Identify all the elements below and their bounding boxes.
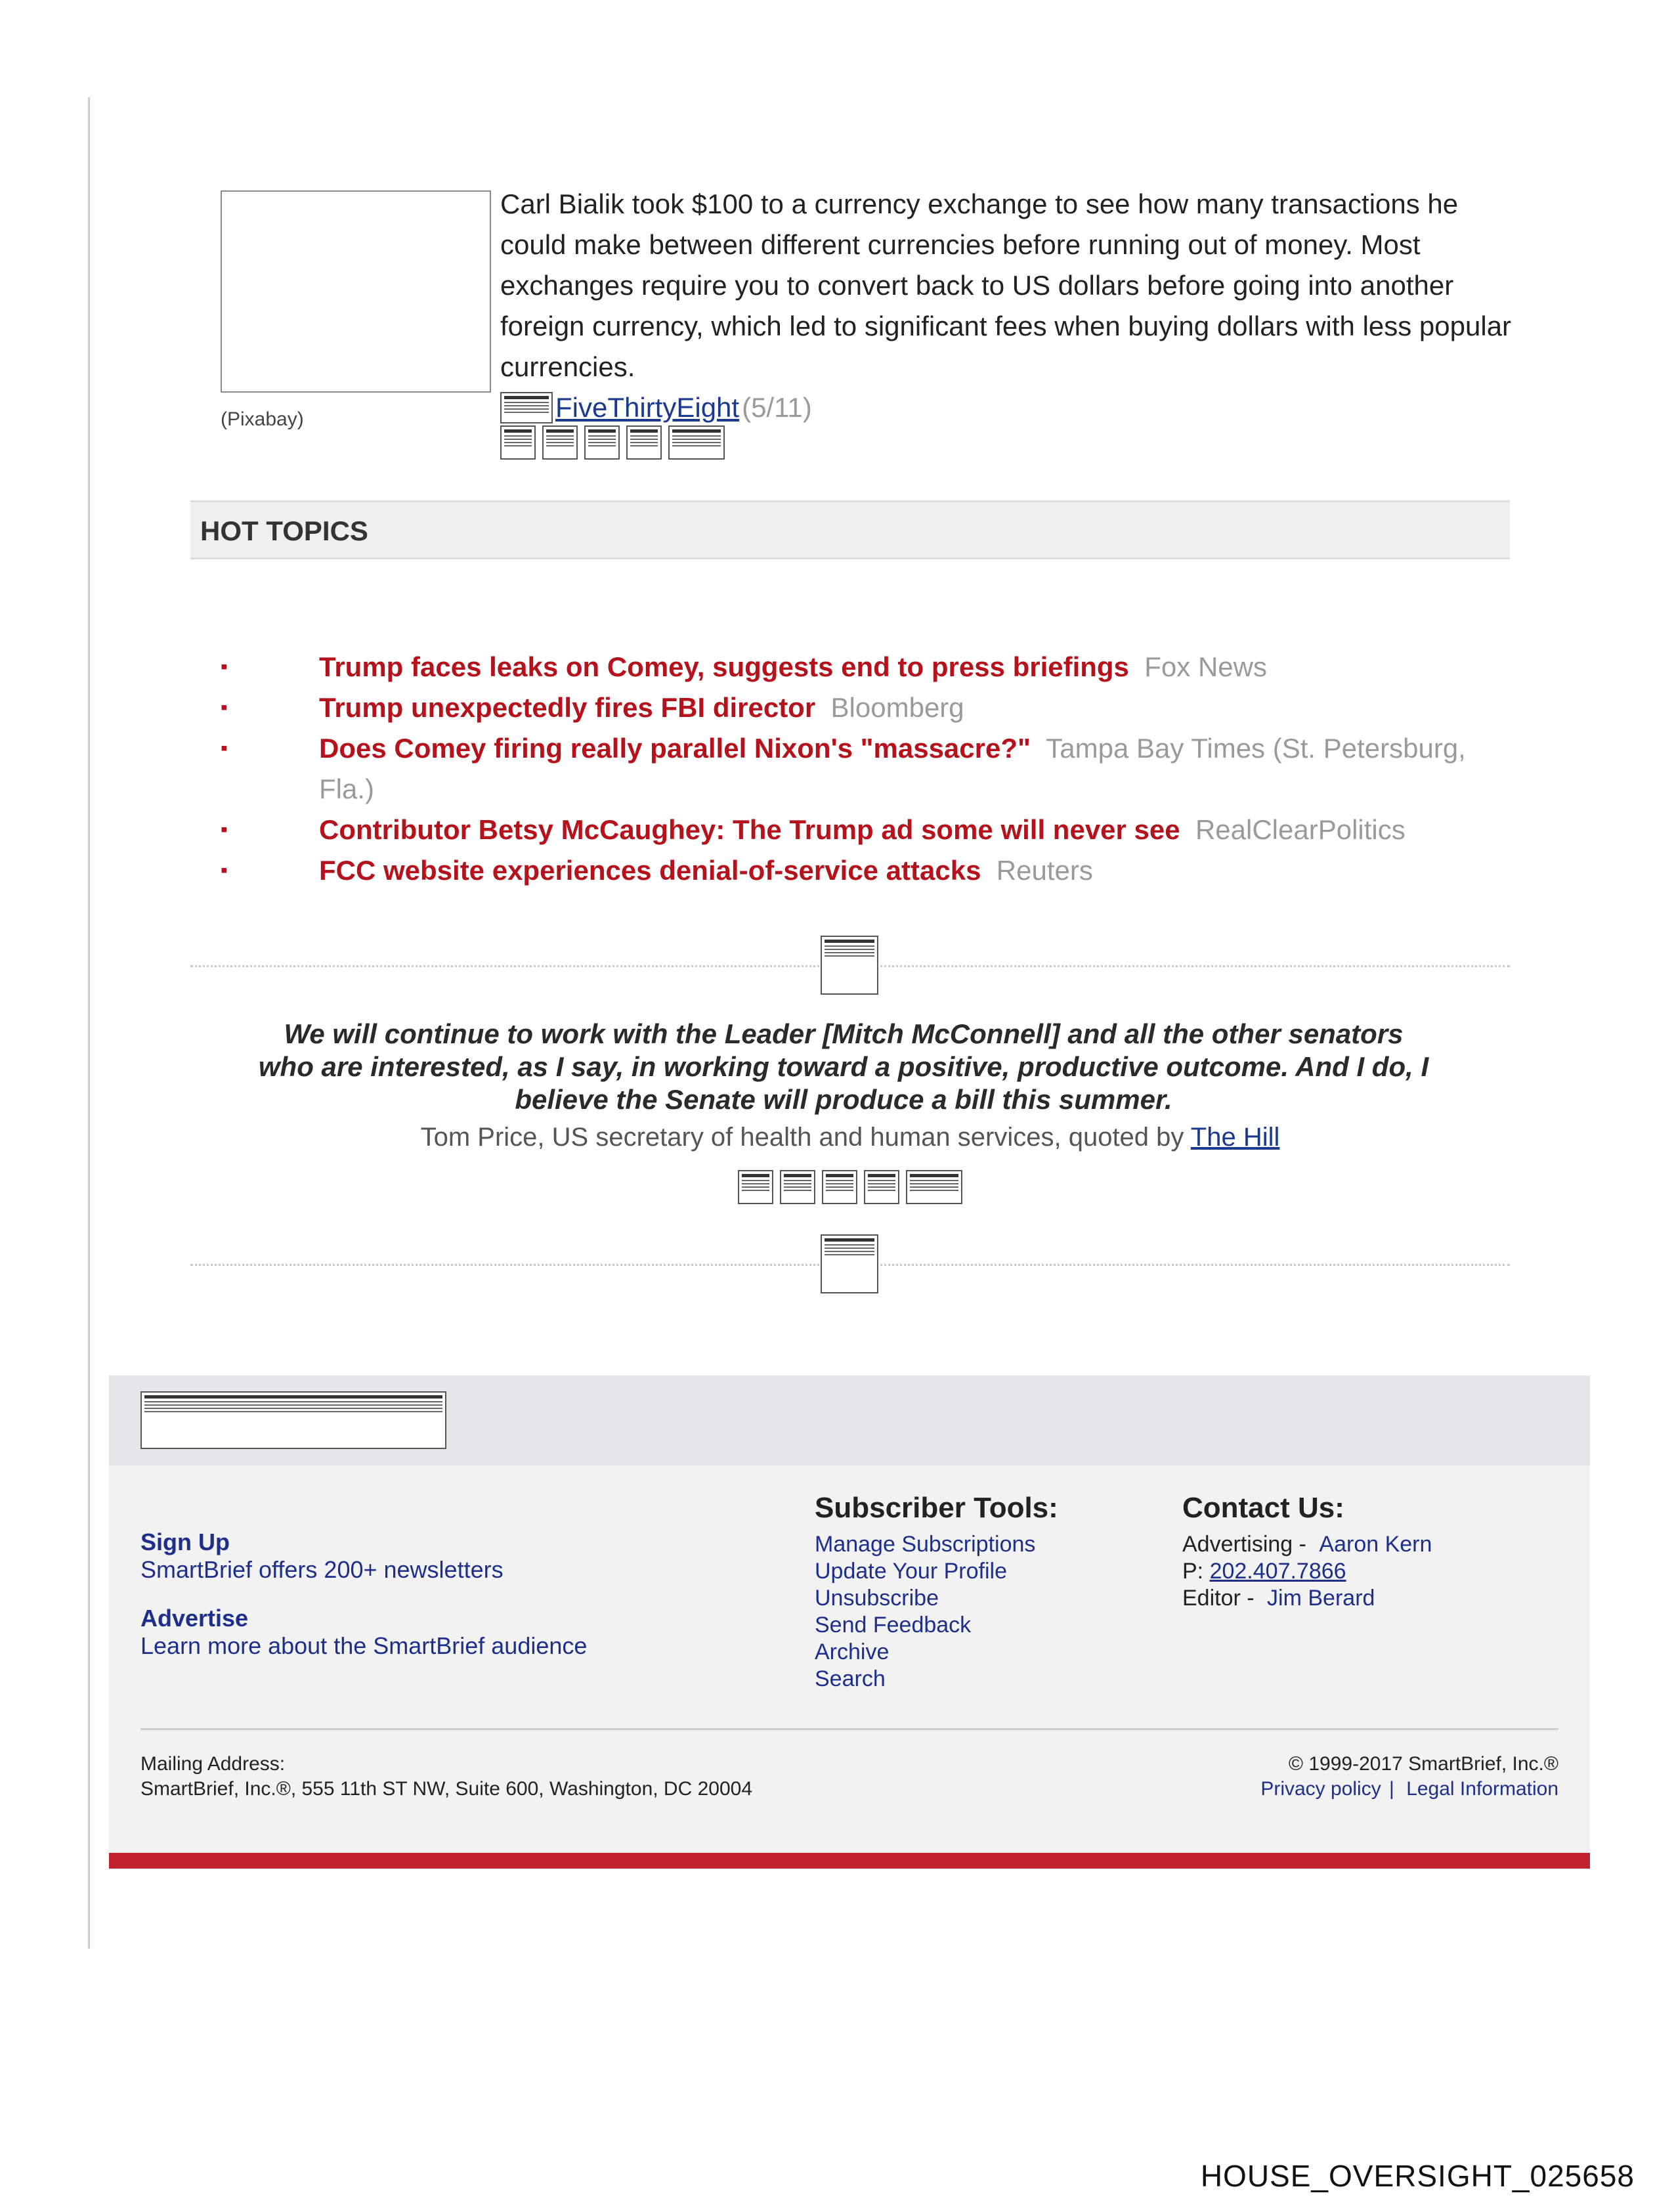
footer-logo-band bbox=[109, 1376, 1590, 1465]
share-icon[interactable] bbox=[822, 1170, 857, 1204]
bullet-icon: ▪ bbox=[221, 819, 228, 840]
headline-source: Bloomberg bbox=[830, 692, 964, 723]
signup-link[interactable]: SmartBrief offers 200+ newsletters bbox=[140, 1556, 504, 1583]
signup-heading: Sign Up bbox=[140, 1529, 230, 1555]
share-icon[interactable] bbox=[864, 1170, 899, 1204]
quote-text: We will continue to work with the Leader [Mitch McConnell] and all the other senators who are interested, as I say, in working toward a positive, productive outcome. And I do, I believe the Senate will produce a bill this summer. bbox=[258, 1018, 1429, 1115]
source-link[interactable]: FiveThirtyEight bbox=[555, 392, 740, 423]
search-link[interactable]: Search bbox=[815, 1666, 886, 1691]
story-date: (5/11) bbox=[742, 392, 812, 423]
source-logo-icon bbox=[500, 392, 553, 423]
hot-topics-list bbox=[221, 647, 1507, 891]
legal-links bbox=[1260, 1778, 1558, 1800]
headline-link[interactable]: Trump faces leaks on Comey, suggests end to press briefings bbox=[319, 651, 1129, 682]
phone-contact bbox=[1182, 1558, 1432, 1585]
list-item bbox=[221, 647, 1507, 687]
story-body: Carl Bialik took $100 to a currency exchange to see how many transactions he could make between different currencies before running out of money. Most exchanges require you to convert back to US dollars before going into another foreign currency, which led to significant fees when buying dollars with less popular currencies. bbox=[500, 188, 1512, 382]
left-margin-line bbox=[88, 97, 90, 1949]
image-caption: (Pixabay) bbox=[221, 408, 304, 430]
share-icon[interactable] bbox=[584, 425, 620, 460]
share-icon[interactable] bbox=[626, 425, 662, 460]
mailing-address: SmartBrief, Inc.®, 555 11th ST NW, Suite 600, Washington, DC 20004 bbox=[140, 1778, 753, 1800]
contact-info bbox=[1182, 1531, 1432, 1612]
share-icon[interactable] bbox=[738, 1170, 773, 1204]
headline-source: Reuters bbox=[996, 855, 1093, 886]
editor-contact-link[interactable]: Jim Berard bbox=[1267, 1586, 1375, 1611]
headline-source: RealClearPolitics bbox=[1195, 814, 1406, 845]
attribution-text: Tom Price, US secretary of health and human services, quoted by bbox=[420, 1123, 1184, 1152]
phone-label: P: bbox=[1182, 1559, 1204, 1584]
editor-label: Editor - bbox=[1182, 1586, 1255, 1611]
quote-source-link[interactable]: The Hill bbox=[1190, 1123, 1280, 1152]
headline-source: Fox News bbox=[1144, 651, 1267, 682]
divider-image bbox=[821, 936, 878, 995]
share-icon[interactable] bbox=[500, 425, 536, 460]
phone-link[interactable]: 202.407.7866 bbox=[1209, 1559, 1346, 1584]
share-icon[interactable] bbox=[668, 425, 725, 460]
advertise-heading: Advertise bbox=[140, 1605, 249, 1632]
story-text bbox=[500, 184, 1524, 435]
copyright: © 1999-2017 SmartBrief, Inc.® bbox=[1288, 1753, 1558, 1775]
hot-topics-header bbox=[190, 500, 1510, 559]
update-profile-link[interactable]: Update Your Profile bbox=[815, 1559, 1007, 1584]
share-icon[interactable] bbox=[542, 425, 578, 460]
footer-logo bbox=[140, 1391, 446, 1449]
list-item bbox=[221, 687, 1507, 728]
share-icon[interactable] bbox=[906, 1170, 962, 1204]
headline-link[interactable]: Trump unexpectedly fires FBI director bbox=[319, 692, 816, 723]
manage-subscriptions-link[interactable]: Manage Subscriptions bbox=[815, 1532, 1036, 1557]
archive-link[interactable]: Archive bbox=[815, 1639, 890, 1664]
bullet-icon: ▪ bbox=[221, 859, 228, 881]
document-id: HOUSE_OVERSIGHT_025658 bbox=[1200, 2159, 1635, 2193]
subscriber-tools-list bbox=[815, 1531, 1035, 1693]
advertising-label: Advertising - bbox=[1182, 1532, 1306, 1557]
editor-contact bbox=[1182, 1585, 1432, 1612]
bullet-icon: ▪ bbox=[221, 656, 228, 678]
privacy-policy-link[interactable]: Privacy policy bbox=[1260, 1778, 1381, 1800]
advertising-contact bbox=[1182, 1531, 1432, 1558]
list-item bbox=[221, 850, 1507, 891]
link-separator: | bbox=[1389, 1778, 1394, 1800]
send-feedback-link[interactable]: Send Feedback bbox=[815, 1613, 972, 1637]
footer-divider bbox=[140, 1728, 1558, 1730]
story-share-icons bbox=[500, 425, 725, 460]
divider-image bbox=[821, 1234, 878, 1293]
story-image bbox=[221, 190, 491, 393]
mailing-label: Mailing Address: bbox=[140, 1753, 286, 1775]
list-item bbox=[221, 810, 1507, 850]
share-icon[interactable] bbox=[780, 1170, 815, 1204]
subscriber-tools-heading: Subscriber Tools: bbox=[815, 1492, 1058, 1524]
bullet-icon: ▪ bbox=[221, 697, 228, 718]
headline-link[interactable]: Does Comey firing really parallel Nixon's "massacre?" bbox=[319, 733, 1031, 764]
bullet-icon: ▪ bbox=[221, 737, 228, 759]
advertise-link[interactable]: Learn more about the SmartBrief audience bbox=[140, 1632, 588, 1659]
footer bbox=[109, 1465, 1590, 1853]
headline-source: Tampa Bay Times (St. Petersburg, Fla.) bbox=[319, 733, 1466, 804]
legal-information-link[interactable]: Legal Information bbox=[1406, 1778, 1558, 1800]
unsubscribe-link[interactable]: Unsubscribe bbox=[815, 1586, 939, 1611]
advertising-contact-link[interactable]: Aaron Kern bbox=[1319, 1532, 1432, 1557]
quote-share-icons bbox=[738, 1170, 962, 1204]
headline-link[interactable]: Contributor Betsy McCaughey: The Trump ad some will never see bbox=[319, 814, 1180, 845]
contact-heading: Contact Us: bbox=[1182, 1492, 1344, 1524]
headline-link[interactable]: FCC website experiences denial-of-service attacks bbox=[319, 855, 981, 886]
list-item bbox=[221, 728, 1507, 810]
quote-attribution bbox=[190, 1123, 1510, 1152]
footer-red-bar bbox=[109, 1853, 1590, 1869]
hot-topics-title: HOT TOPICS bbox=[200, 515, 368, 546]
